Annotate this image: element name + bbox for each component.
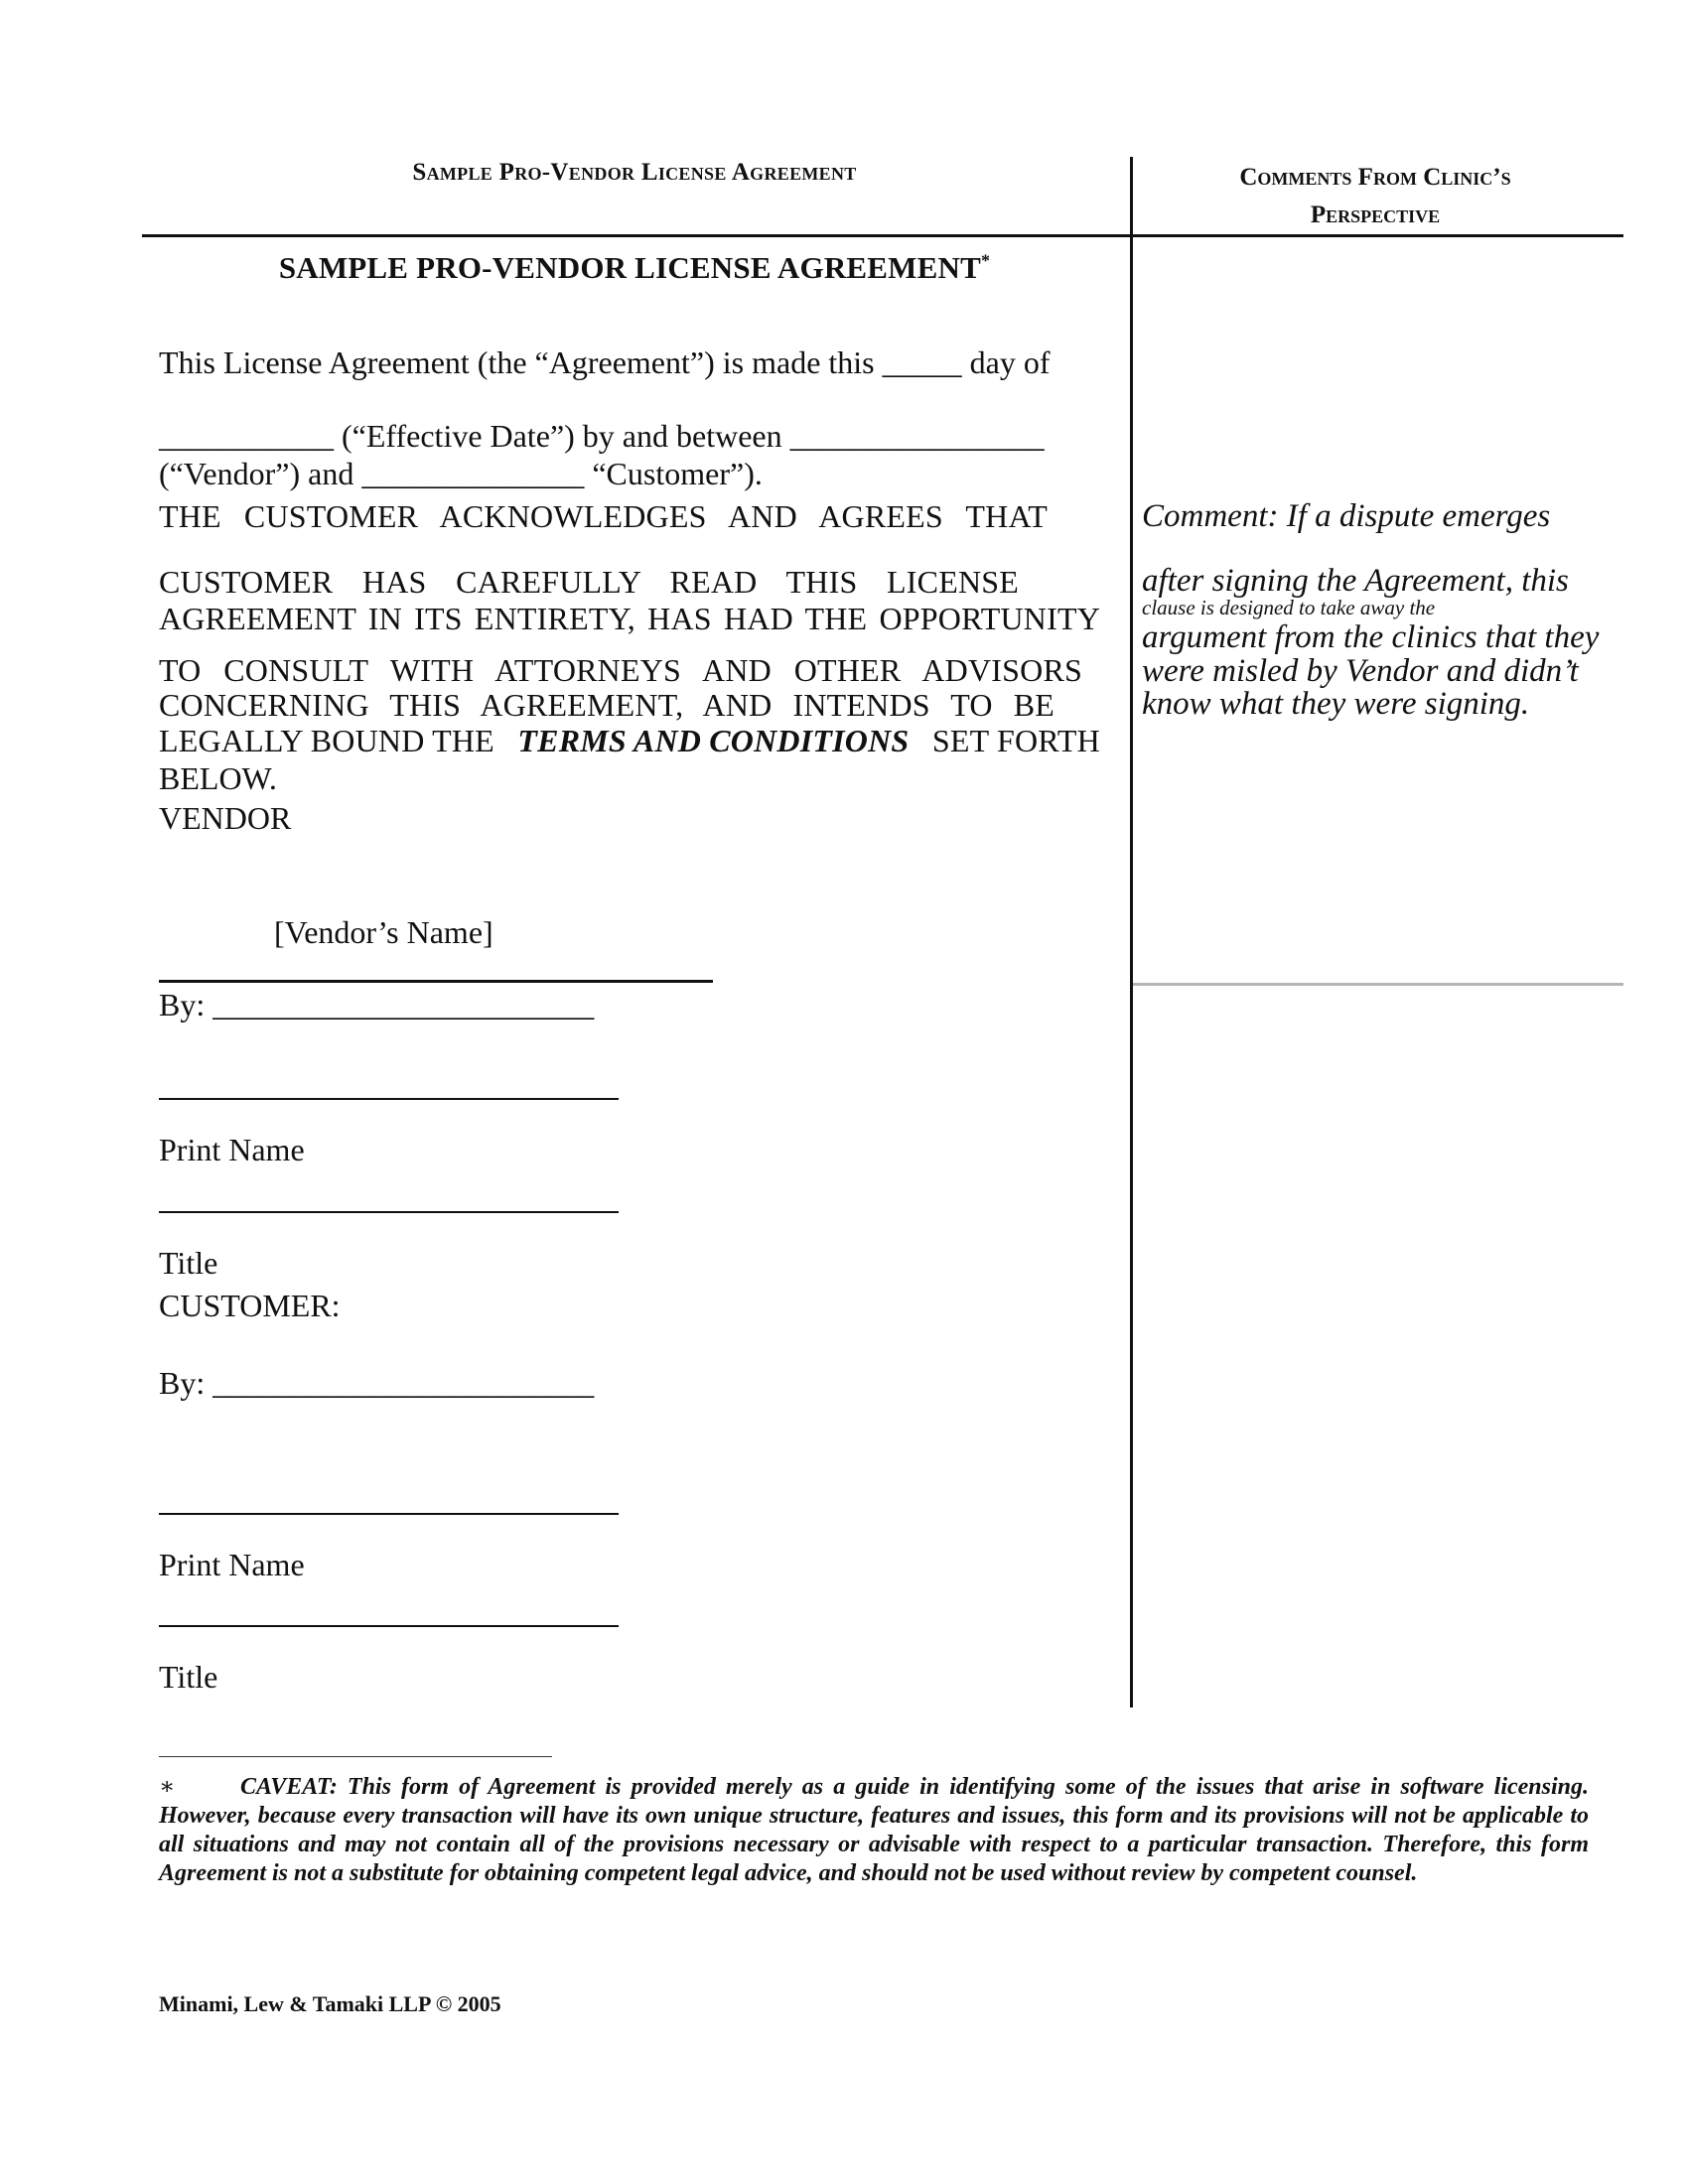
customer-label: CUSTOMER: [159, 1288, 341, 1323]
customer-by-line[interactable]: By: ________________________ [159, 1365, 595, 1401]
vendor-print-name-label: Print Name [159, 1132, 305, 1167]
customer-print-name-line[interactable] [159, 1513, 619, 1515]
comment-line-6: know what they were signing. [1142, 686, 1530, 722]
comment-line-5: were misled by Vendor and didn’t [1142, 653, 1579, 689]
vendor-title-line[interactable] [159, 1211, 619, 1213]
vendor-by-line[interactable]: By: ________________________ [159, 987, 595, 1023]
footnote-mark: ∗ [159, 1774, 176, 1800]
vendor-name-signature-line [159, 980, 713, 983]
customer-print-name-label: Print Name [159, 1547, 305, 1582]
ack-line-6-prefix: LEGALLY BOUND THE [159, 723, 494, 758]
ack-line-1: THE CUSTOMER ACKNOWLEDGES AND AGREES THAT [159, 498, 1048, 534]
vendor-title-label: Title [159, 1245, 218, 1281]
intro-line-2: ___________ (“Effective Date”) by and between ________________ [159, 418, 1045, 454]
intro-line-3: (“Vendor”) and ______________ “Customer”). [159, 456, 763, 491]
intro-line-1: This License Agreement (the “Agreement”) is made this _____ day of [159, 344, 1051, 380]
copyright-notice: Minami, Lew & Tamaki LLP © 2005 [159, 1991, 501, 2016]
caveat-text: CAVEAT: This form of Agreement is provided merely as a guide in identifying some of the issues that arise in software licensing. However, because every transaction will have its own unique structure, features and issues, this form and its provisions will not be applicable to all situations and may not contain all of the provisions necessary or advisable with respect to a particular transaction. Therefore, this form Agreement is not a substitute for obtaining competent legal advice, and should not be used without review by competent counsel. [159, 1774, 1589, 1886]
comment-line-3: clause is designed to take away the [1142, 596, 1436, 619]
right-header-line2: Perspective [1310, 202, 1441, 228]
right-column-header [1132, 159, 1618, 234]
footnote-separator [159, 1756, 552, 1757]
header-rule [142, 234, 1623, 237]
ack-line-6 [159, 722, 1100, 759]
vendor-print-name-line[interactable] [159, 1098, 619, 1100]
comment-line-2: after signing the Agreement, this [1142, 563, 1569, 599]
ack-line-3: AGREEMENT IN ITS ENTIRETY, HAS HAD THE OPPORTUNITY [159, 601, 1100, 636]
comment-line-4: argument from the clinics that they [1142, 619, 1600, 655]
left-column-header: Sample Pro-Vendor License Agreement [412, 159, 857, 186]
terms-and-conditions-emphasis: TERMS AND CONDITIONS [517, 723, 910, 758]
customer-title-label: Title [159, 1659, 218, 1695]
right-header-line1: Comments From Clinic’s [1239, 164, 1511, 191]
agreement-title-text: SAMPLE PRO-VENDOR LICENSE AGREEMENT [278, 250, 981, 285]
comment-section-divider [1133, 983, 1623, 986]
caveat-footnote [159, 1773, 1589, 1888]
ack-line-2: CUSTOMER HAS CAREFULLY READ THIS LICENSE [159, 564, 1019, 600]
customer-title-line[interactable] [159, 1625, 619, 1627]
ack-line-7: BELOW. [159, 760, 277, 796]
vendor-label: VENDOR [159, 800, 292, 836]
vendor-name-placeholder: [Vendor’s Name] [274, 914, 493, 950]
agreement-title [143, 250, 1126, 286]
ack-line-4: TO CONSULT WITH ATTORNEYS AND OTHER ADVISORS [159, 652, 1082, 688]
title-footnote-mark: * [980, 250, 991, 271]
column-divider [1130, 157, 1133, 1707]
comment-line-1: Comment: If a dispute emerges [1142, 498, 1551, 534]
ack-line-5: CONCERNING THIS AGREEMENT, AND INTENDS TO BE [159, 687, 1055, 723]
ack-line-6-suffix: SET FORTH [931, 723, 1100, 758]
